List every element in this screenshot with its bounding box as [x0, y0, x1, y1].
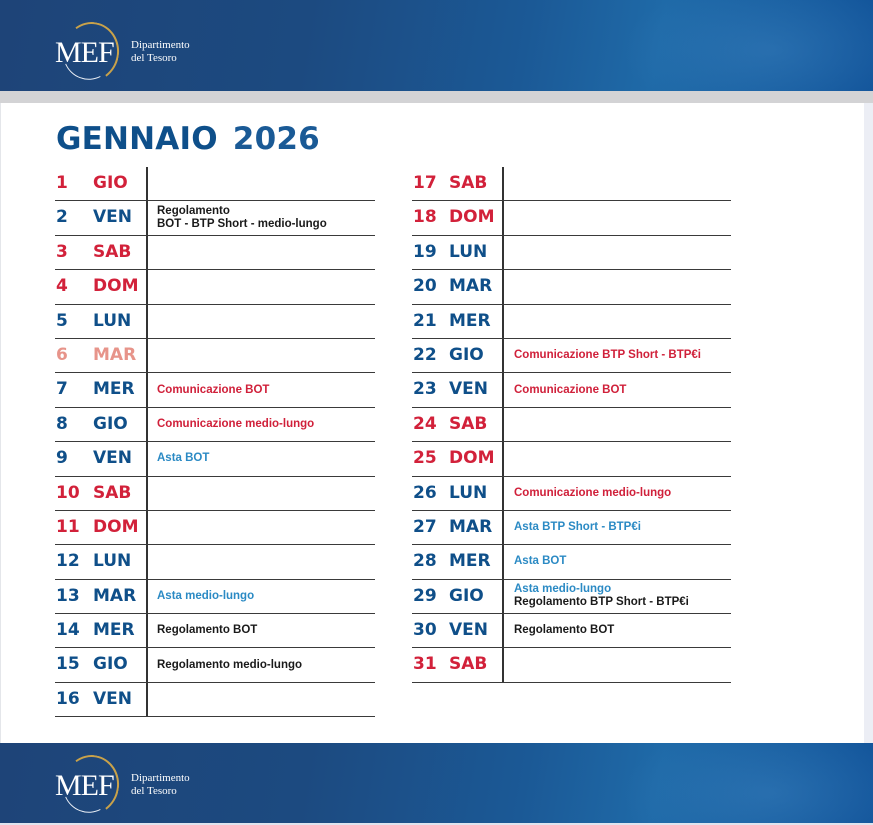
calendar-day-row: [412, 614, 731, 648]
logo-text: MEF: [55, 36, 114, 69]
department-line-1: Dipartimento: [131, 772, 190, 784]
department-name: [131, 772, 190, 798]
calendar-day-row: [55, 545, 375, 579]
calendar-day-row: [412, 236, 731, 270]
event-comunicazione: Comunicazione BOT: [514, 383, 627, 396]
day-of-week: DOM: [93, 516, 139, 537]
day-events: [514, 580, 689, 613]
mef-logo: [55, 755, 215, 815]
day-number: 5: [56, 310, 68, 331]
department-name: [131, 39, 190, 65]
day-number: 24: [413, 413, 437, 434]
day-of-week: MAR: [449, 276, 493, 297]
day-of-week: SAB: [93, 482, 132, 503]
day-number: 21: [413, 310, 437, 331]
calendar-day-row: [55, 442, 375, 476]
day-of-week: MAR: [93, 585, 137, 606]
day-of-week: LUN: [449, 482, 488, 503]
calendar-column-right: [412, 167, 731, 683]
day-of-week: DOM: [449, 448, 495, 469]
day-number: 12: [56, 551, 80, 572]
day-of-week: SAB: [449, 654, 488, 675]
day-number: 9: [56, 448, 68, 469]
day-number: 2: [56, 207, 68, 228]
day-number: 14: [56, 620, 80, 641]
calendar-day-row: [55, 270, 375, 304]
footer-banner: [0, 743, 873, 823]
day-events: [514, 614, 614, 647]
day-number: 7: [56, 379, 68, 400]
calendar-day-row: [412, 373, 731, 407]
day-number: 11: [56, 516, 80, 537]
day-of-week: VEN: [93, 448, 132, 469]
calendar-day-row: [55, 511, 375, 545]
day-of-week: GIO: [93, 173, 128, 193]
day-of-week: GIO: [93, 654, 128, 675]
day-number: 28: [413, 551, 437, 572]
event-comunicazione: Comunicazione BOT: [157, 383, 270, 396]
day-of-week: GIO: [93, 413, 128, 434]
calendar-day-row: [412, 167, 731, 201]
event-asta: Asta medio-lungo: [157, 589, 255, 602]
day-of-week: SAB: [93, 241, 132, 262]
day-of-week: LUN: [93, 310, 132, 331]
day-number: 23: [413, 379, 437, 400]
calendar-day-row: [55, 477, 375, 511]
calendar-day-row: [55, 167, 375, 201]
calendar-day-row: [412, 408, 731, 442]
day-number: 18: [413, 207, 437, 228]
event-asta: Asta medio-lungo: [514, 583, 612, 596]
day-events: [157, 373, 269, 406]
logo-text: MEF: [55, 769, 114, 802]
calendar-day-row: [412, 545, 731, 579]
day-events: [514, 477, 671, 510]
event-regolamento: BOT - BTP Short - medio-lungo: [157, 218, 327, 231]
calendar-day-row: [55, 373, 375, 407]
calendar-day-row: [412, 339, 731, 373]
day-number: 1: [56, 173, 68, 193]
department-line-2: del Tesoro: [131, 785, 177, 797]
event-asta: Asta BOT: [157, 452, 210, 465]
day-number: 22: [413, 344, 437, 365]
day-number: 13: [56, 585, 80, 606]
calendar-day-row: [412, 477, 731, 511]
day-number: 17: [413, 173, 437, 193]
day-events: [514, 511, 641, 544]
calendar-day-row: [55, 614, 375, 648]
calendar-day-row: [55, 305, 375, 339]
day-number: 30: [413, 620, 437, 641]
event-asta: Asta BOT: [514, 555, 567, 568]
event-comunicazione: Comunicazione BTP Short - BTP€i: [514, 349, 701, 362]
calendar-day-row: [55, 683, 375, 717]
calendar-day-row: [55, 339, 375, 373]
day-of-week: LUN: [93, 551, 132, 572]
day-number: 20: [413, 276, 437, 297]
calendar-day-row: [412, 648, 731, 682]
calendar-day-row: [412, 270, 731, 304]
calendar-day-row: [55, 201, 375, 235]
day-of-week: DOM: [449, 207, 495, 228]
calendar-day-row: [412, 442, 731, 476]
header-banner: [0, 0, 873, 91]
day-number: 26: [413, 482, 437, 503]
day-events: [514, 545, 566, 578]
calendar-column-left: [55, 167, 375, 717]
calendar-day-row: [412, 305, 731, 339]
day-of-week: LUN: [449, 241, 488, 262]
day-events: [157, 614, 257, 647]
calendar-day-row: [55, 648, 375, 682]
day-number: 3: [56, 241, 68, 262]
day-of-week: SAB: [449, 413, 488, 434]
left-margin-edge: [0, 103, 1, 743]
day-of-week: GIO: [449, 585, 484, 606]
day-of-week: VEN: [449, 379, 488, 400]
day-events: [157, 201, 327, 234]
day-events: [514, 373, 626, 406]
calendar-day-row: [55, 408, 375, 442]
day-events: [157, 442, 209, 475]
event-regolamento: Regolamento BOT: [157, 624, 258, 637]
event-regolamento: Regolamento: [157, 205, 230, 218]
title-year: 2026: [232, 121, 320, 157]
day-of-week: MER: [449, 310, 491, 331]
calendar-day-row: [412, 511, 731, 545]
mef-logo: [55, 22, 215, 82]
day-of-week: VEN: [449, 620, 488, 641]
day-of-week: MER: [93, 620, 135, 641]
page-title: [56, 121, 320, 157]
title-month: GENNAIO: [56, 121, 218, 157]
event-regolamento: Regolamento medio-lungo: [157, 658, 303, 671]
right-margin-strip: [864, 103, 873, 743]
calendar-day-row: [412, 201, 731, 235]
department-line-2: del Tesoro: [131, 52, 177, 64]
day-of-week: MER: [93, 379, 135, 400]
day-of-week: SAB: [449, 173, 488, 193]
day-events: [157, 580, 254, 613]
day-of-week: MER: [449, 551, 491, 572]
day-of-week: GIO: [449, 344, 484, 365]
event-comunicazione: Comunicazione medio-lungo: [514, 486, 672, 499]
day-number: 4: [56, 276, 68, 297]
day-number: 6: [56, 344, 68, 365]
day-number: 10: [56, 482, 80, 503]
day-number: 16: [56, 688, 80, 709]
header-divider-strip: [0, 91, 873, 103]
calendar-day-row: [412, 580, 731, 614]
event-asta: Asta BTP Short - BTP€i: [514, 521, 641, 534]
day-of-week: MAR: [449, 516, 493, 537]
day-of-week: VEN: [93, 207, 132, 228]
day-of-week: VEN: [93, 688, 132, 709]
day-events: [514, 339, 701, 372]
calendar-day-row: [55, 236, 375, 270]
day-of-week: DOM: [93, 276, 139, 297]
day-number: 31: [413, 654, 437, 675]
day-events: [157, 408, 314, 441]
calendar-day-row: [55, 580, 375, 614]
day-number: 27: [413, 516, 437, 537]
day-number: 19: [413, 241, 437, 262]
day-number: 25: [413, 448, 437, 469]
event-regolamento: Regolamento BTP Short - BTP€i: [514, 596, 689, 609]
department-line-1: Dipartimento: [131, 39, 190, 51]
event-comunicazione: Comunicazione medio-lungo: [157, 417, 315, 430]
day-number: 15: [56, 654, 80, 675]
day-of-week: MAR: [93, 344, 137, 365]
day-number: 29: [413, 585, 437, 606]
event-regolamento: Regolamento BOT: [514, 624, 615, 637]
day-events: [157, 648, 302, 681]
day-number: 8: [56, 413, 68, 434]
